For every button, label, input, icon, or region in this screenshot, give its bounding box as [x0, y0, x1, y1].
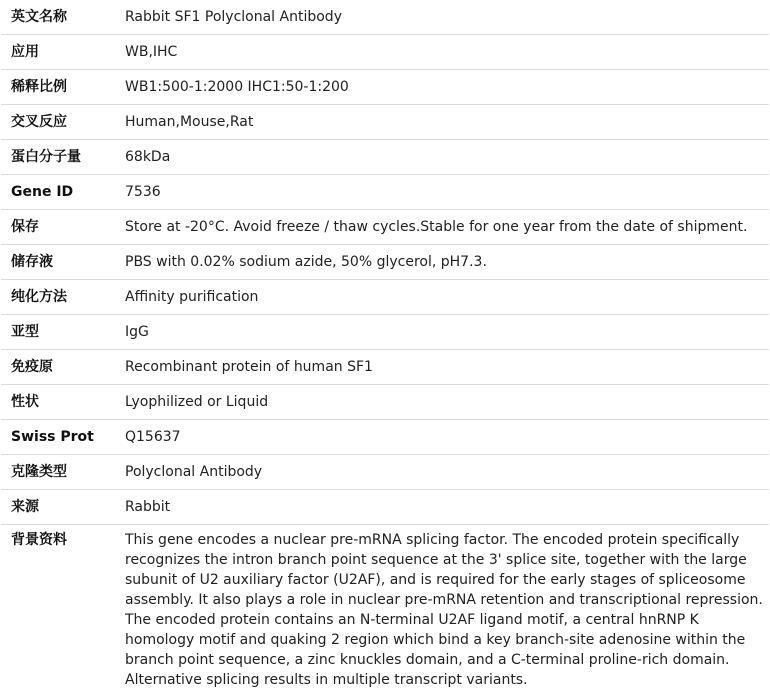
- spec-row-molecular-weight: [1, 140, 769, 175]
- spec-row-cross-reactivity: [1, 105, 769, 140]
- spec-value: Rabbit: [114, 490, 769, 525]
- spec-label: 性状: [1, 385, 114, 420]
- spec-value: Lyophilized or Liquid: [114, 385, 769, 420]
- spec-row-storage: [1, 210, 769, 245]
- spec-value: Affinity purification: [114, 280, 769, 315]
- spec-row-swiss-prot: [1, 420, 769, 455]
- spec-value: Store at -20°C. Avoid freeze / thaw cycles.Stable for one year from the date of shipment.: [114, 210, 769, 245]
- product-spec-table: [1, 0, 769, 692]
- spec-value: Recombinant protein of human SF1: [114, 350, 769, 385]
- spec-row-purification: [1, 280, 769, 315]
- spec-label: 亚型: [1, 315, 114, 350]
- spec-label: 克隆类型: [1, 455, 114, 490]
- spec-value: 68kDa: [114, 140, 769, 175]
- spec-row-application: [1, 35, 769, 70]
- spec-row-gene-id: [1, 175, 769, 210]
- spec-label: 蛋白分子量: [1, 140, 114, 175]
- spec-label: 免疫原: [1, 350, 114, 385]
- spec-row-clonality: [1, 455, 769, 490]
- spec-row-background: [1, 525, 769, 693]
- spec-row-immunogen: [1, 350, 769, 385]
- spec-label: 交叉反应: [1, 105, 114, 140]
- spec-row-isotype: [1, 315, 769, 350]
- spec-value: WB1:500-1:2000 IHC1:50-1:200: [114, 70, 769, 105]
- spec-label: 储存液: [1, 245, 114, 280]
- spec-row-form: [1, 385, 769, 420]
- spec-row-english-name: [1, 0, 769, 35]
- spec-label: Swiss Prot: [1, 420, 114, 455]
- spec-value: WB,IHC: [114, 35, 769, 70]
- spec-label: 背景资料: [11, 532, 67, 548]
- spec-row-dilution: [1, 70, 769, 105]
- spec-label: 英文名称: [1, 0, 114, 35]
- spec-value: Human,Mouse,Rat: [114, 105, 769, 140]
- spec-value: 7536: [114, 175, 769, 210]
- spec-value: Rabbit SF1 Polyclonal Antibody: [114, 0, 769, 35]
- spec-label: Gene ID: [1, 175, 114, 210]
- spec-label: 保存: [1, 210, 114, 245]
- spec-row-host: [1, 490, 769, 525]
- spec-value: Polyclonal Antibody: [114, 455, 769, 490]
- spec-label: 来源: [1, 490, 114, 525]
- spec-value: PBS with 0.02% sodium azide, 50% glycerol, pH7.3.: [114, 245, 769, 280]
- spec-row-buffer: [1, 245, 769, 280]
- spec-value: IgG: [114, 315, 769, 350]
- spec-value: Q15637: [114, 420, 769, 455]
- spec-label: 纯化方法: [1, 280, 114, 315]
- spec-value-description: This gene encodes a nuclear pre-mRNA splicing factor. The encoded protein specifically recognizes the intron branch point sequence at the 3' splice site, together with the large subunit of U2 auxiliary factor (U2AF), and is required for the early stages of spliceosome assembly. It also plays a role in nuclear pre-mRNA retention and transcriptional repression. The encoded protein contains an N-terminal U2AF ligand motif, a central hnRNP K homology motif and quaking 2 region which bind a key branch-site adenosine within the branch point sequence, a zinc knuckles domain, and a C-terminal proline-rich domain. Alternative splicing results in multiple transcript variants.: [125, 532, 763, 688]
- spec-label: 稀释比例: [1, 70, 114, 105]
- spec-label: 应用: [1, 35, 114, 70]
